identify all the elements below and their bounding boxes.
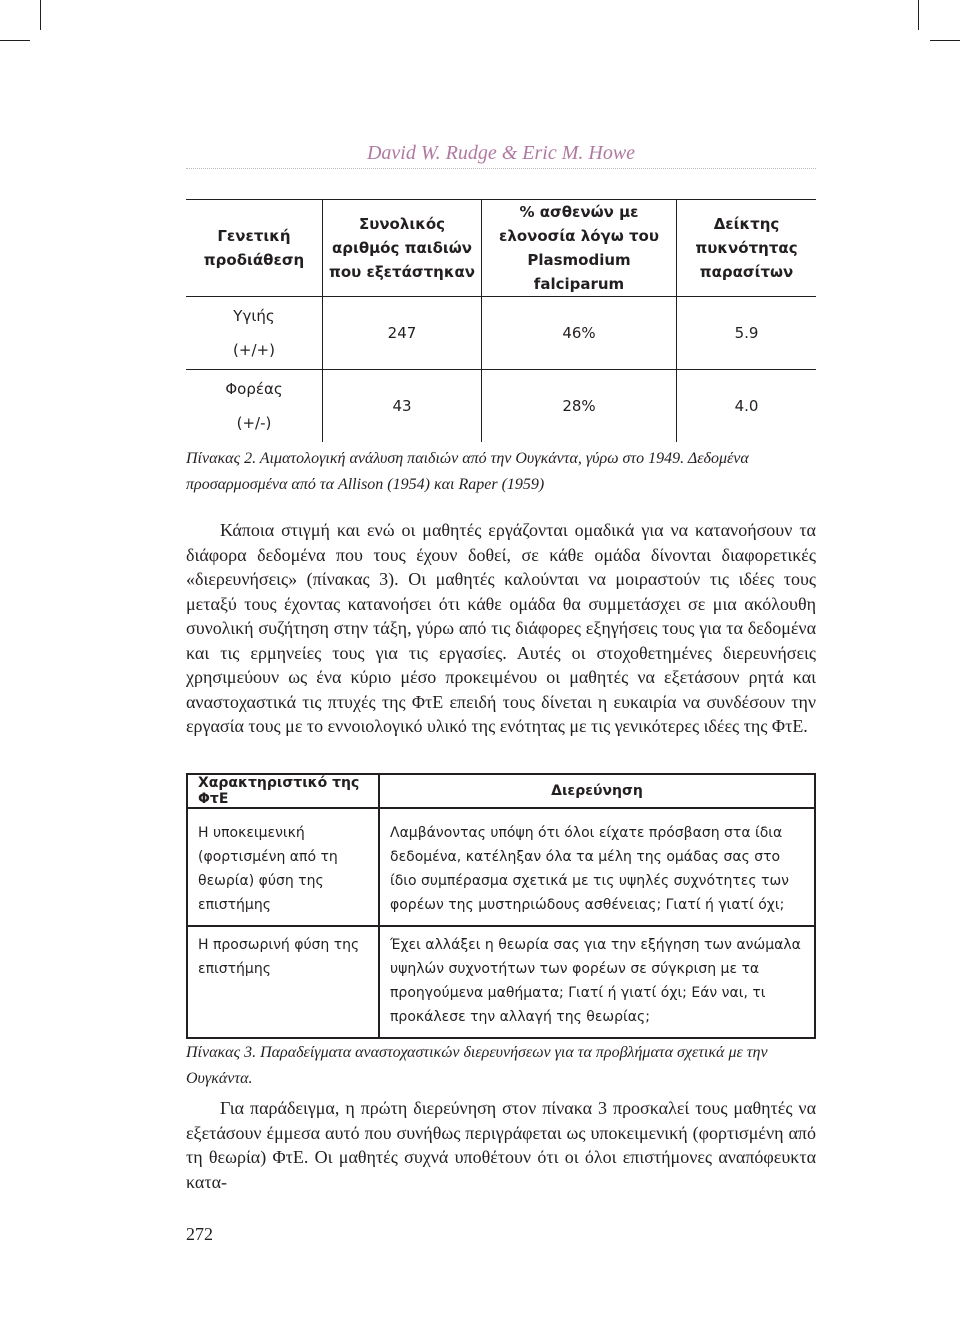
body-paragraph-1 <box>186 518 816 739</box>
crop-mark-top-right-v <box>918 0 919 30</box>
genotype-label: Υγιής <box>233 307 275 325</box>
total-cell: 247 <box>323 297 482 370</box>
paragraph-text: Κάποια στιγμή και ενώ οι μαθητές εργάζονται ομαδικά για να κατανοήσουν τα διάφορα δεδομένα που τους έχουν δοθεί, σε κάθε ομάδα δίνονται διαφορετικές «διερευνήσεις» (πίνακας 3). Οι μαθητές καλούνται να μοιραστούν τις ιδέες τους μεταξύ τους έχοντας κατανοήσει ότι κάθε ομάδα θα συμμετάσχει σε μια ακόλουθη συνολική συζήτηση στην τάξη, γύρω από τις διάφορες εξηγήσεις τους για τα δεδομένα και τις ερμηνείες τους για τις εργασίες. Αυτές οι στοχοθετημένες διερευνήσεις χρησιμεύουν ως ένα κύριο μέσο προκειμένου οι μαθητές να εξετάσουν ρητά και αναστοχαστικά τις πτυχές της ΦτΕ επειδή τους δίνεται η ευκαιρία να συνδέσουν την εργασία τους με το εννοιολογικό υλικό της ενότητας με τις γενικότερες ιδέες της ΦτΕ. <box>186 520 816 736</box>
total-cell: 43 <box>323 370 482 443</box>
table3-caption: Πίνακας 3. Παραδείγματα αναστοχαστικών διερευνήσεων για τα προβλήματα σχετικά με την Ουγκάντα. <box>186 1044 768 1087</box>
prompt-cell: Έχει αλλάξει η θεωρία σας για την εξήγηση των ανώμαλα υψηλών συχνοτήτων των φορέων σε σύγκριση με τα προηγούμενα μαθήματα; Γιατί ή γιατί όχι; Εάν ναι, τι προκάλεσε την αλλαγή της θεωρίας; <box>379 926 815 1038</box>
table-row <box>186 297 816 370</box>
table-row <box>187 926 815 1038</box>
page-number: 272 <box>186 1224 213 1244</box>
running-header: David W. Rudge & Eric M. Howe <box>366 142 636 164</box>
percent-cell: 46% <box>482 297 677 370</box>
crop-mark-top-right-h <box>930 40 960 41</box>
table-header-row <box>187 774 815 808</box>
genotype-cell <box>186 370 323 443</box>
table-row <box>187 808 815 926</box>
prompt-cell: Λαμβάνοντας υπόψη ότι όλοι είχατε πρόσβαση στα ίδια δεδομένα, κατέληξαν όλα τα μέλη της ομάδας σας στο ίδιο συμπέρασμα σχετικά με τις υψηλές συχνότητες των φορέων της μυστηριώδους ασθένειας; Γιατί ή γιατί όχι; <box>379 808 815 926</box>
genotype-cell <box>186 297 323 370</box>
table-row <box>186 370 816 443</box>
genotype-symbol: (+/-) <box>236 414 272 432</box>
column-header-density: Δείκτης πυκνότητας παρασίτων <box>677 200 817 297</box>
genotype-label: Φορέας <box>225 380 283 398</box>
crop-mark-top-left-v <box>40 0 41 30</box>
density-cell: 4.0 <box>677 370 817 443</box>
crop-mark-top-left-h <box>0 40 30 41</box>
reflective-prompts-table <box>186 773 816 1039</box>
header-divider <box>186 168 816 169</box>
genotype-symbol: (+/+) <box>233 341 275 359</box>
column-header-total: Συνολικός αριθμός παιδιών που εξετάστηκαν <box>323 200 482 297</box>
column-header-feature: Χαρακτηριστικό της ΦτΕ <box>187 774 379 808</box>
table2-caption: Πίνακας 2. Αιματολογική ανάλυση παιδιών από την Ουγκάντα, γύρω στο 1949. Δεδομένα προσαρμοσμένα από τα Allison (1954) και Raper (1959) <box>186 450 749 493</box>
feature-cell: Η προσωρινή φύση της επιστήμης <box>187 926 379 1038</box>
paragraph-text: Για παράδειγμα, η πρώτη διερεύνηση στον πίνακα 3 προσκαλεί τους μαθητές να εξετάσουν έμμεσα αυτό που συνήθως περιγράφεται ως υποκειμενική (φορτισμένη από τη θεωρία) ΦτΕ. Οι μαθητές συχνά υποθέτουν ότι οι όλοι επιστήμονες αναπόφευκτα κατα- <box>186 1098 816 1192</box>
column-header-percent: % ασθενών με ελονοσία λόγω του Plasmodium falciparum <box>482 200 677 297</box>
feature-cell: Η υποκειμενική (φορτισμένη από τη θεωρία) φύση της επιστήμης <box>187 808 379 926</box>
malaria-data-table <box>186 199 816 442</box>
density-cell: 5.9 <box>677 297 817 370</box>
body-paragraph-2 <box>186 1096 816 1194</box>
column-header-prompt: Διερεύνηση <box>379 774 815 808</box>
percent-cell: 28% <box>482 370 677 443</box>
column-header-genotype: Γενετική προδιάθεση <box>186 200 323 297</box>
table-header-row <box>186 200 816 297</box>
